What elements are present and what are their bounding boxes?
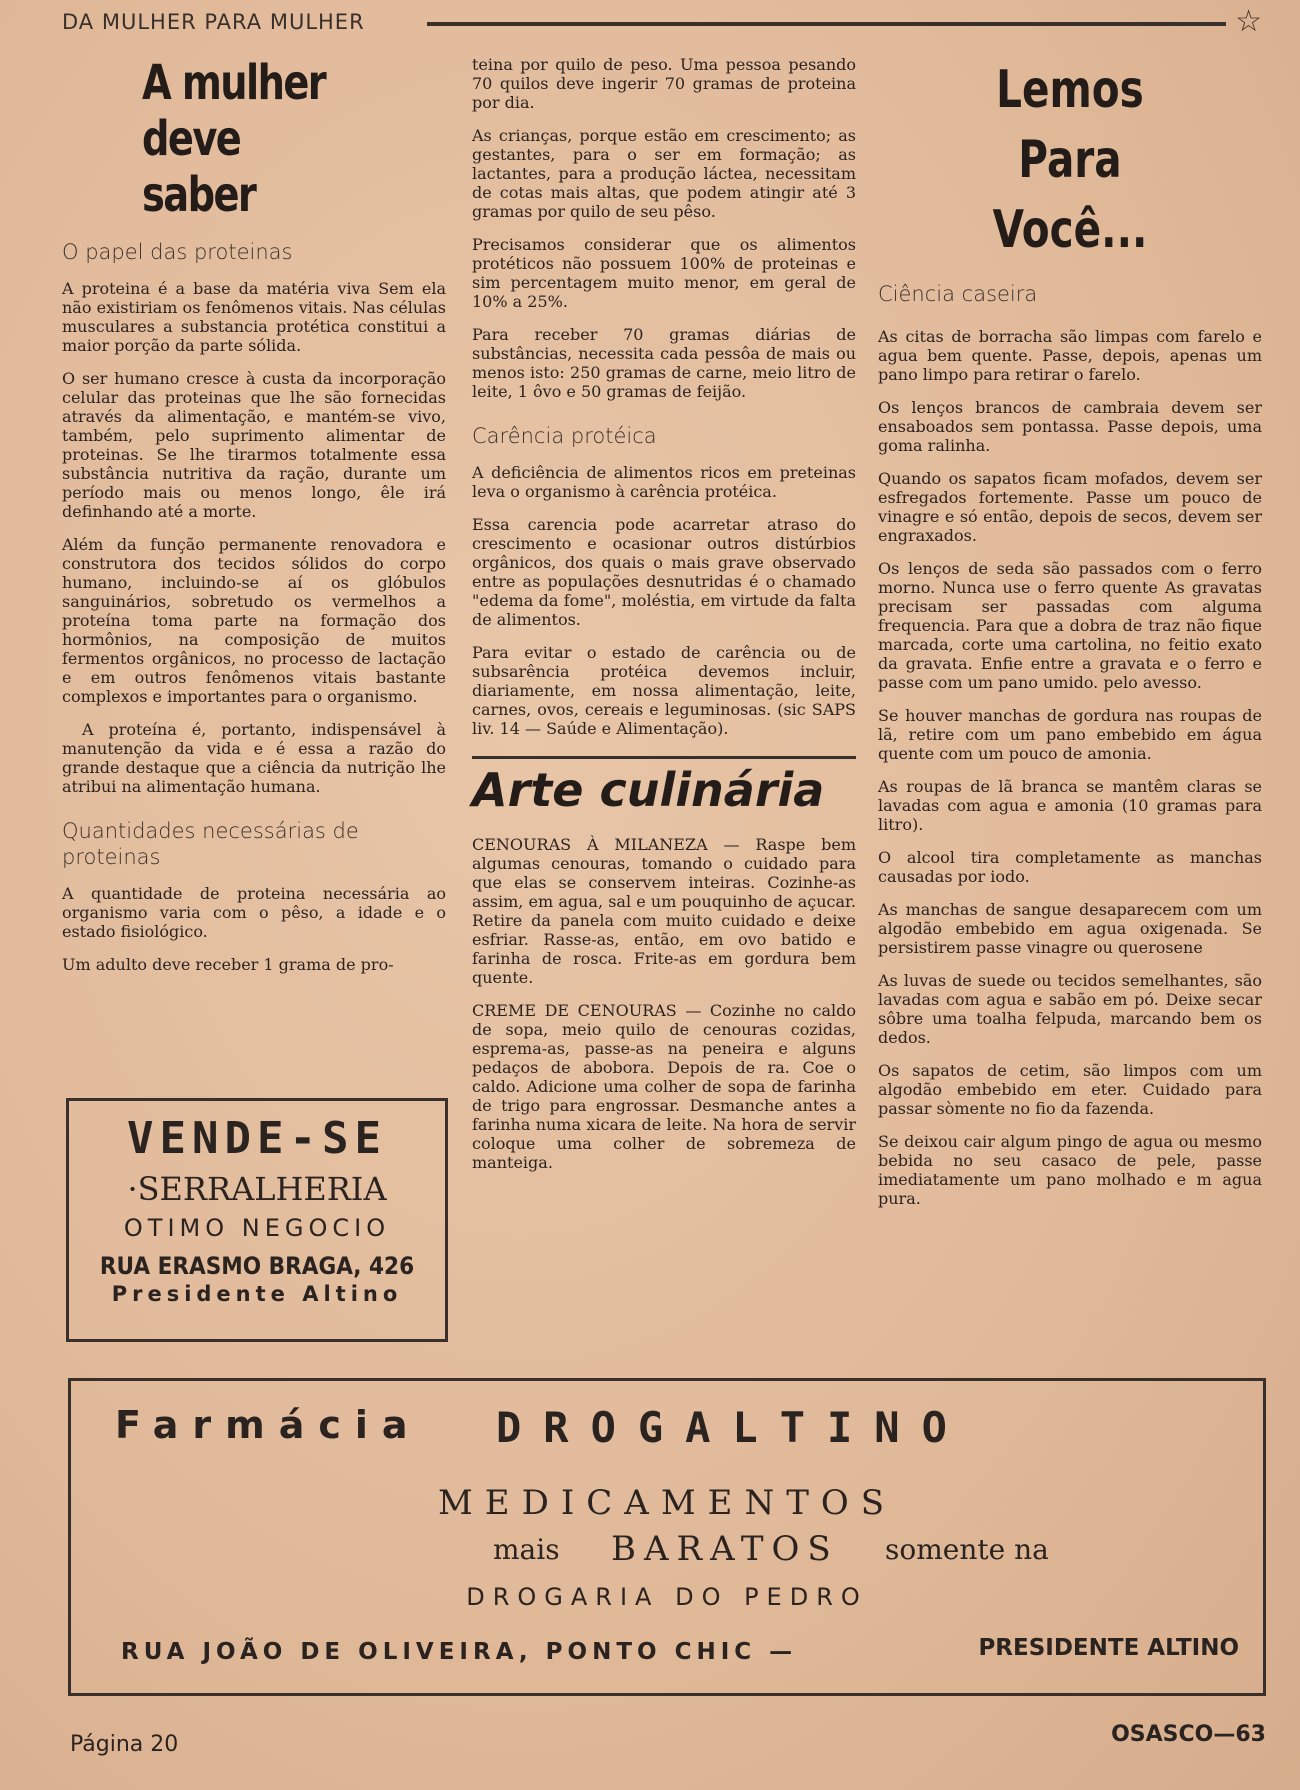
lemos-title: Lemos Para Você...	[992, 60, 1148, 260]
ad-headline: VENDE-SE	[127, 1113, 387, 1164]
ad-city: PRESIDENTE ALTINO	[978, 1635, 1239, 1661]
section-heading: Quantidades necessárias de proteinas	[62, 819, 359, 869]
ad-somente: somente na	[885, 1533, 1049, 1566]
arte-culinaria-heading: Arte culinária	[472, 756, 856, 817]
paragraph: A quantidade de proteina necessária ao organismo varia com o pêso, a idade e o estado fisiológico.	[62, 884, 446, 941]
paragraph: O ser humano cresce à custa da incorporação celular das proteinas que lhe são fornecidas através da alimentação, e mantém-se vivo, também, pelo suprimento alimentar de proteinas. Se lhe tirarmos totalmente essa substância nutritiva da ração, durante um período mais ou menos longo, êle irá definhando até a morte.	[62, 369, 446, 521]
vende-se-ad	[66, 1098, 448, 1342]
ad-city: Presidente Altino	[111, 1282, 403, 1306]
paragraph: A proteína é, portanto, indispensável à manutenção da vida e é essa a razão do grande destaque que a ciência da nutrição lhe atribui na alimentação humana.	[62, 720, 446, 796]
article-title: A mulher deve saber	[142, 55, 326, 223]
ad-address: RUA JOÃO DE OLIVEIRA, PONTO CHIC —	[121, 1639, 798, 1665]
page-header	[62, 4, 1262, 39]
ad-baratos: BARATOS	[611, 1529, 839, 1569]
paragraph: Essa carencia pode acarretar atraso do crescimento e ocasionar outros distúrbios orgânicos, dos quais o mais grave observado entre as populações desnutridas é o chamado "edema da fome", moléstia, em virtude da falta de alimentos.	[472, 515, 856, 629]
ad-medicamentos: MEDICAMENTOS	[437, 1483, 897, 1523]
section-heading: O papel das proteinas	[62, 240, 293, 264]
issue-label: OSASCO—63	[1111, 1722, 1266, 1747]
section-title: DA MULHER PARA MULHER	[62, 10, 365, 34]
ad-drogaria: DROGARIA DO PEDRO	[466, 1583, 868, 1611]
ad-business: ·SERRALHERIA	[127, 1170, 387, 1208]
page-number: Página 20	[70, 1732, 179, 1757]
ad-farmacia-label: Farmácia	[115, 1403, 422, 1447]
ad-mais: mais	[493, 1533, 560, 1566]
tip-paragraph: Se deixou cair algum pingo de agua ou mesmo bebida no seu casaco de pele, passe imediatamente um pano molhado e m agua pura.	[878, 1132, 1262, 1208]
tip-paragraph: Quando os sapatos ficam mofados, devem ser esfregados fortemente. Passe um pouco de vinagre e só então, depois de secos, devem ser engraxados.	[878, 469, 1262, 545]
tip-paragraph: As manchas de sangue desaparecem com um algodão embebido em agua oxigenada. Se persistirem passe vinagre ou querosene	[878, 900, 1262, 957]
recipe-paragraph: CENOURAS À MILANEZA — Raspe bem algumas cenouras, tomando o cuidado para que elas se conservem inteiras. Cozinhe-as assim, em agua, sal e um pouquinho de açucar. Retire da panela com muito cuidado e deixe esfriar. Rasse-as, então, em ovo batido e farinha de rosca. Frite-as em gordura bem quente.	[472, 835, 856, 987]
tip-paragraph: Os sapatos de cetim, são limpos com um algodão embebido em eter. Cuidado para passar sòmente no fio da fazenda.	[878, 1061, 1262, 1118]
paragraph: Além da função permanente renovadora e construtora dos tecidos sólidos do corpo humano, incluindo-se aí os glóbulos sanguinários, sobretudo os vermelhos a proteína toma parte na formação dos hormônios, na composição de muitos fermentos orgânicos, no processo de lactação e em outros fenômenos vitais bastante complexos e importantes para o organismo.	[62, 535, 446, 706]
paragraph: Precisamos considerar que os alimentos protéticos não possuem 100% de proteinas e sim percentagem muito menor, em geral de 10% a 25%.	[472, 235, 856, 311]
paragraph: Um adulto deve receber 1 grama de pro-	[62, 955, 394, 974]
ad-tagline: OTIMO NEGOCIO	[123, 1214, 391, 1242]
recipe-paragraph: CREME DE CENOURAS — Cozinhe no caldo de sopa, meio quilo de cenouras cozidas, esprema-as, passe-as na peneira e alguns pedaços de abobora. Depois de ra. Coe o caldo. Adicione uma colher de sopa de farinha de trigo para engrossar. Desmanche antes a farinha numa xicara de leite. Na hora de servir coloque uma colher de sobremeza de manteiga.	[472, 1001, 856, 1172]
tip-paragraph: As luvas de suede ou tecidos semelhantes, são lavadas com agua e sabão em pó. Deixe secar sôbre uma toalha felpuda, marcando bem os dedos.	[878, 971, 1262, 1047]
column-1	[62, 55, 446, 988]
paragraph: Para receber 70 gramas diárias de substâncias, necessita cada pessôa de mais ou menos isto: 250 gramas de carne, meio litro de leite, 1 ôvo e 50 gramas de feijão.	[472, 325, 856, 401]
star-icon: ☆	[1235, 4, 1262, 39]
tip-paragraph: Se houver manchas de gordura nas roupas de lã, retire com um pano embebido em água quente com um pouco de amonia.	[878, 706, 1262, 763]
tip-paragraph: O alcool tira completamente as manchas causadas por iodo.	[878, 848, 1262, 886]
paragraph: A proteina é a base da matéria viva Sem ela não existiriam os fenômenos vitais. Nas células musculares a substancia protética constitui a maior porção da parte sólida.	[62, 279, 446, 355]
column-2	[472, 55, 856, 1186]
paragraph: As crianças, porque estão em crescimento; as gestantes, para o ser em formação; as lactantes, para a produção láctea, necessitam de cotas mais altas, que podem atingir até 3 gramas por quilo de seu pêso.	[472, 126, 856, 221]
tip-paragraph: As roupas de lã branca se mantêm claras se lavadas com agua e amonia (10 gramas para litro).	[878, 777, 1262, 834]
farmacia-ad	[68, 1378, 1266, 1696]
paragraph: teina por quilo de peso. Uma pessoa pesando 70 quilos deve ingerir 70 gramas de proteina por dia.	[472, 55, 856, 112]
ad-brand: DROGALTINO	[496, 1403, 969, 1452]
ad-address: RUA ERASMO BRAGA, 426	[99, 1252, 415, 1280]
tip-paragraph: Os lenços de seda são passados com o ferro morno. Nunca use o ferro quente As gravatas precisam ser passadas com alguma frequencia. Para que a dobra de traz não fique marcada, corte uma cartolina, no feitio exato da gravata. Enfie entre a gravata e o ferro e passe com um pano umido. pelo avesso.	[878, 559, 1262, 692]
header-rule	[427, 22, 1226, 26]
section-heading: Carência protéica	[472, 424, 657, 448]
paragraph: A deficiência de alimentos ricos em preteinas leva o organismo à carência protéica.	[472, 463, 856, 501]
paragraph: Para evitar o estado de carência ou de subsarência protéica devemos incluir, diariamente, em nossa alimentação, leite, carnes, ovos, cereais e leguminosas. (sic SAPS liv. 14 — Saúde e Alimentação).	[472, 643, 856, 738]
column-3	[878, 55, 1262, 1222]
tip-paragraph: Os lenços brancos de cambraia devem ser ensaboados sem pontassa. Passe depois, uma goma ralinha.	[878, 398, 1262, 455]
section-heading: Ciência caseira	[878, 282, 1038, 306]
tip-paragraph: As citas de borracha são limpas com farelo e agua bem quente. Passe, depois, apenas um pano limpo para retirar o farelo.	[878, 327, 1262, 384]
